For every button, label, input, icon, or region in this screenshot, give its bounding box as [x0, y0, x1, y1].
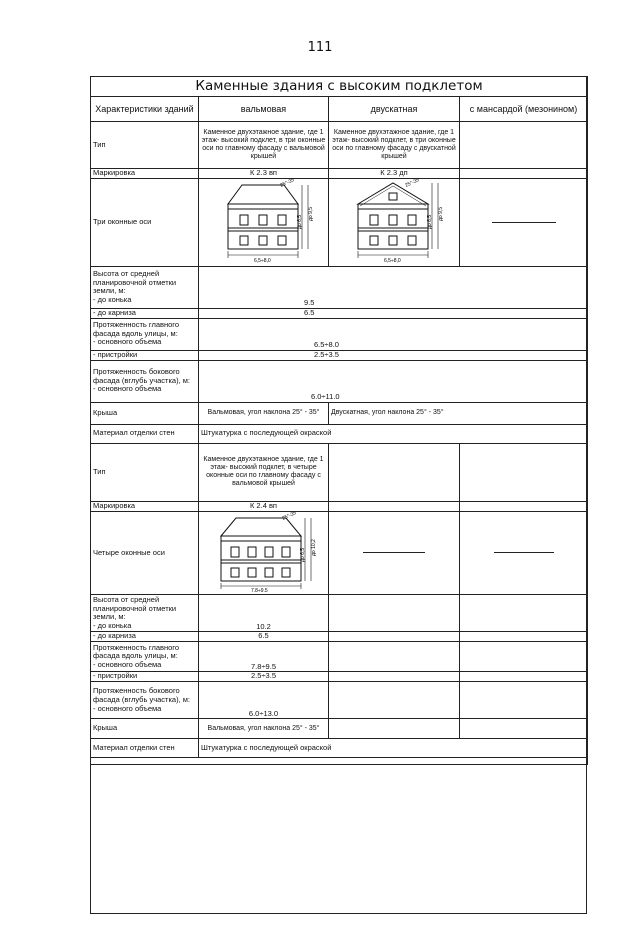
b2-marking-label: Маркировка: [91, 501, 199, 511]
b2-dvusk-dash-cell: [329, 511, 460, 595]
b1-marking-valm: К 2.3 вп: [199, 169, 329, 179]
house-gable-roof-drawing: [344, 179, 444, 263]
b2-side-facade-cell: [91, 682, 199, 719]
b1-side-facade-label: Протяженность бокового фасада (вглубь участка), м:: [93, 367, 190, 385]
b2-drawing-valm-cell: [199, 511, 329, 595]
b2-ridge-label: - до конька: [93, 620, 132, 630]
b1-main-facade-cell: [91, 318, 199, 350]
b1-axes-label: Три оконные оси: [91, 179, 199, 267]
b2-annex-label: - пристройки: [91, 672, 199, 682]
b1-type-dvusk: Каменное двухэтажное здание, где 1 этаж- высокий подклет, в три оконные оси по главному фасаду с двускатной крышей: [329, 122, 460, 169]
b2-valm-angle: 25°-35°: [280, 511, 299, 522]
dash-line: [494, 552, 554, 553]
b1-valm-width: 6,5÷8,0: [253, 258, 271, 263]
b2-valm-h1: до 6,5: [299, 547, 306, 562]
b1-main-facade-label: Протяженность главного фасада вдоль улицы, м:: [93, 320, 180, 338]
b1-type-label: Тип: [91, 122, 199, 169]
b2-material-label: Материал отделки стен: [91, 739, 199, 758]
b2-mansard-dash-cell: [460, 511, 588, 595]
header-valmovaya: вальмовая: [199, 97, 329, 122]
b1-roof-valm: Вальмовая, угол наклона 25° - 35°: [199, 402, 329, 424]
b2-eaves-value: 6.5: [199, 632, 329, 642]
b2-main-facade-cell: [91, 642, 199, 672]
b1-material-label: Материал отделки стен: [91, 424, 199, 443]
b1-height-label: Высота от средней планировочной отметки земли, м:: [93, 268, 177, 296]
buildings-table: [90, 76, 588, 765]
b1-marking-label: Маркировка: [91, 169, 199, 179]
table-title: Каменные здания с высоким подклетом: [91, 77, 588, 97]
dash-line: [363, 552, 425, 553]
b1-ridge-value: 9.5: [199, 266, 588, 308]
b2-valm-width: 7,8÷9,5: [250, 587, 268, 592]
b2-type-valm: Каменное двухэтажное здание, где 1 этаж- высокий подклет, в четыре оконные оси по главному фасаду с вальмовой крышей: [199, 443, 329, 501]
b2-axes-label: Четыре оконные оси: [91, 511, 199, 595]
b1-roof-dvusk: Двускатная, угол наклона 25° - 35°: [329, 402, 588, 424]
b1-side-volume-value: 6.0÷11.0: [199, 360, 588, 402]
b1-main-volume-label: - основного объема: [93, 337, 162, 347]
b1-dvusk-width: 6,5÷8,0: [384, 258, 401, 263]
b1-main-volume-value: 6.5÷8.0: [199, 318, 588, 350]
b1-dvusk-angle: 25°-35°: [404, 179, 423, 189]
b2-roof-label: Крыша: [91, 719, 199, 739]
dash-line: [492, 222, 556, 223]
b1-dvusk-h2: до 9,5: [438, 206, 444, 221]
b2-eaves-label: - до карниза: [91, 632, 199, 642]
header-characteristics: Характеристики зданий: [91, 97, 199, 122]
b2-main-volume-value: 7.8÷9.5: [199, 642, 329, 672]
b2-ridge-value: 10.2: [199, 595, 329, 632]
b2-side-volume-label: - основного объема: [93, 703, 162, 713]
b2-valm-h2: до 10,2: [310, 538, 317, 556]
b2-main-volume-label: - основного объема: [93, 660, 162, 670]
b1-marking-dvusk: К 2.3 дп: [329, 169, 460, 179]
b1-annex-value: 2.5÷3.5: [199, 350, 588, 360]
b1-roof-label: Крыша: [91, 402, 199, 424]
house-hip-roof-4-axes-drawing: [211, 512, 317, 592]
b2-height-label: Высота от средней планировочной отметки земли, м:: [93, 595, 177, 622]
b1-valm-h1: до 6,5: [296, 214, 303, 229]
header-dvuskatnaya: двускатная: [329, 97, 460, 122]
b2-marking-valm: К 2.4 вп: [199, 501, 329, 511]
b2-side-facade-label: Протяженность бокового фасада (вглубь участка), м:: [93, 686, 190, 704]
b1-height-cell: [91, 266, 199, 308]
b1-valm-angle: 25°-35°: [278, 179, 297, 189]
header-mansard: с мансардой (мезонином): [460, 97, 588, 122]
b1-drawing-valm-cell: [199, 179, 329, 267]
b1-dvusk-h1: до 6,5: [427, 214, 433, 229]
spacer-row: [91, 758, 588, 765]
b1-annex-label: - пристройки: [91, 350, 199, 360]
b2-main-facade-label: Протяженность главного фасада вдоль улицы, м:: [93, 642, 180, 661]
b1-type-valm: Каменное двухэтажное здание, где 1 этаж- высокий подклет, в три оконные оси по главному фасаду с вальмовой крышей: [199, 122, 329, 169]
b1-valm-h2: до 9,5: [307, 206, 314, 221]
b2-annex-value: 2.5÷3.5: [199, 672, 329, 682]
b2-roof-valm: Вальмовая, угол наклона 25° - 35°: [199, 719, 329, 739]
b1-ridge-label: - до конька: [93, 294, 132, 304]
b1-drawing-dvusk-cell: [329, 179, 460, 267]
b2-height-cell: [91, 595, 199, 632]
b1-type-mansard: [460, 122, 588, 169]
b1-side-volume-label: - основного объема: [93, 384, 162, 394]
page-number: 111: [307, 40, 333, 55]
b2-type-label: Тип: [91, 443, 199, 501]
b1-side-facade-cell: [91, 360, 199, 402]
b1-mansard-dash-cell: [460, 179, 588, 267]
b1-eaves-label: - до карниза: [91, 308, 199, 318]
b1-eaves-value: 6.5: [199, 308, 588, 318]
b2-material-value: Штукатурка с последующей окраской: [199, 739, 588, 758]
b2-side-volume-value: 6.0÷13.0: [199, 682, 329, 719]
b1-material-value: Штукатурка с последующей окраской: [199, 424, 588, 443]
house-hip-roof-drawing: [214, 179, 314, 263]
